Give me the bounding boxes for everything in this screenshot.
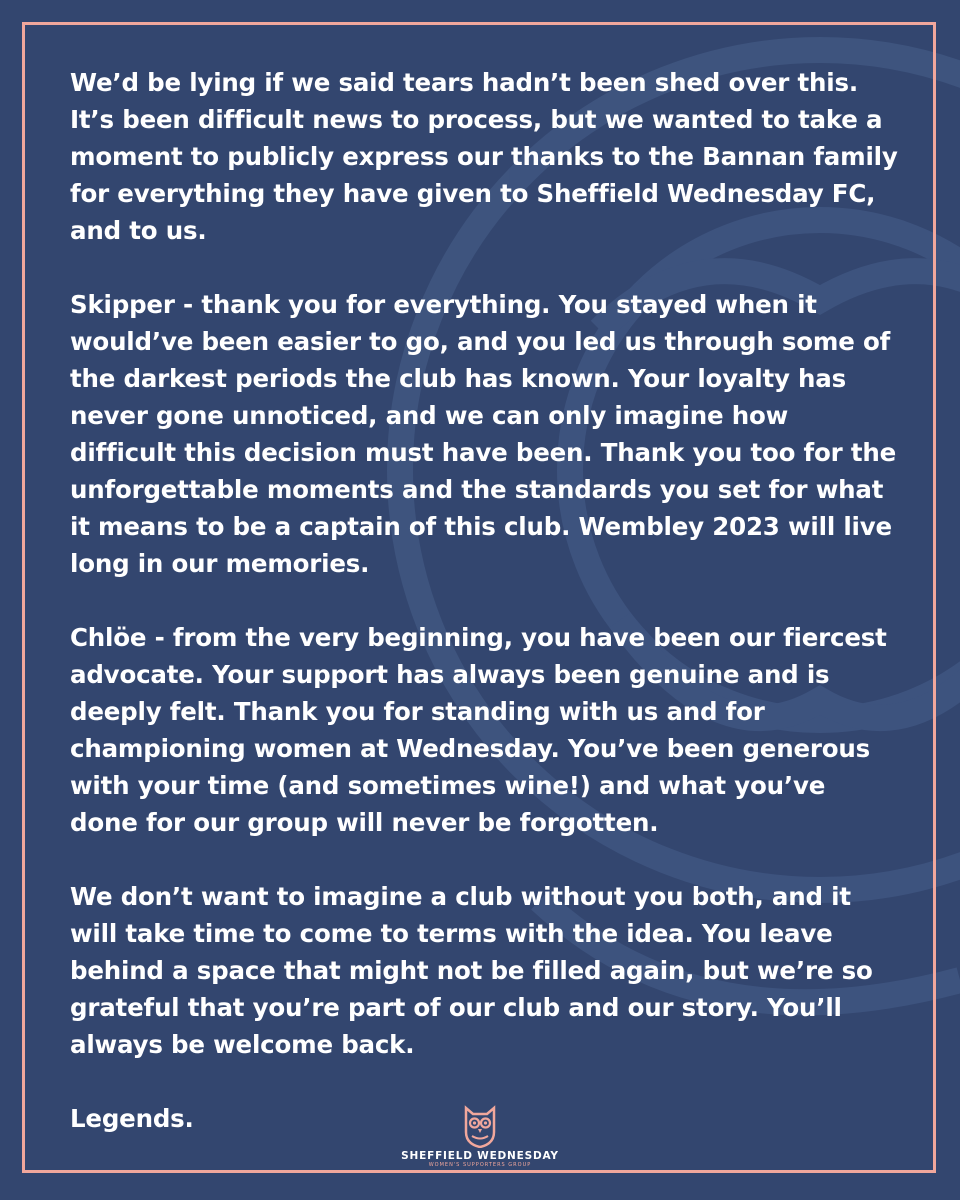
paragraph-chloe: Chlöe - from the very beginning, you have been our fiercest advocate. Your support has always been genuine and is deeply felt. Thank you for standing with us and for championing women at Wednesday. You’ve been generous with your time (and sometimes wine!) and what you’ve done for our group will never be forgotten. — [70, 623, 887, 837]
paragraph-legends: Legends. — [70, 1104, 194, 1133]
logo-name: SHEFFIELD WEDNESDAY — [401, 1150, 559, 1162]
paragraph-intro: We’d be lying if we said tears hadn’t been shed over this. It’s been difficult news to process, but we wanted to take a moment to publicly express our thanks to the Bannan family for everything they have given to Sheffield Wednesday FC, and to us. — [70, 68, 898, 245]
statement-text — [70, 64, 900, 1137]
paragraph-skipper: Skipper - thank you for everything. You stayed when it would’ve been easier to go, and you led us through some of the darkest periods the club has known. Your loyalty has never gone unnoticed, and we can only imagine how difficult this decision must have been. Thank you too for the unforgettable moments and the standards you set for what it means to be a captain of this club. Wembley 2023 will live long in our memories. — [70, 290, 897, 578]
owl-icon — [463, 1104, 497, 1148]
group-logo — [380, 1104, 580, 1176]
logo-subtitle: WOMEN'S SUPPORTERS GROUP — [428, 1162, 532, 1168]
paragraph-farewell: We don’t want to imagine a club without you both, and it will take time to come to terms with the idea. You leave behind a space that might not be filled again, but we’re so grateful that you’re part of our club and our story. You’ll always be welcome back. — [70, 882, 873, 1059]
